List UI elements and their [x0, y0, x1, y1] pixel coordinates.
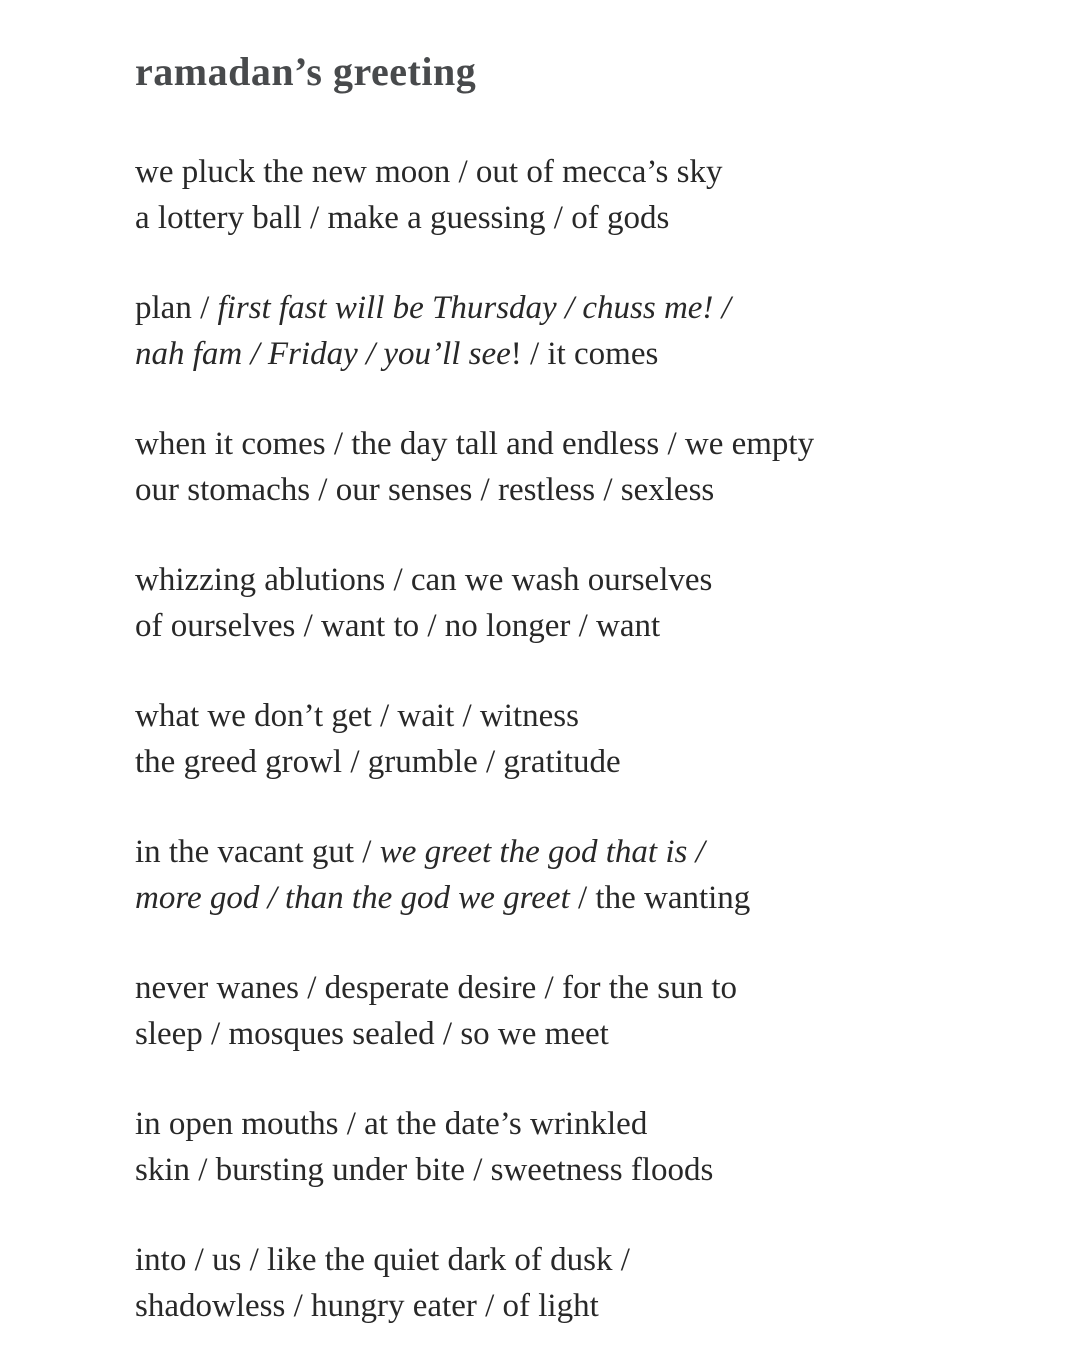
poem-line: [135, 286, 1020, 332]
text-run: shadowless / hungry eater / of light: [135, 1287, 599, 1324]
italic-run: nah fam / Friday / you’ll see: [135, 335, 511, 372]
poem-line: [135, 966, 1020, 1012]
text-run: into / us / like the quiet dark of dusk /: [135, 1242, 630, 1278]
poem-body: [135, 150, 1020, 1329]
text-run: our stomachs / our senses / restless / sexless: [135, 471, 715, 508]
stanza: [135, 966, 1020, 1057]
stanza: [135, 1238, 1020, 1329]
text-run: the greed growl / grumble / gratitude: [135, 743, 621, 780]
text-run: sleep / mosques sealed / so we meet: [135, 1015, 609, 1052]
text-run: skin / bursting under bite / sweetness floods: [135, 1151, 714, 1188]
poem-line: [135, 1284, 1020, 1330]
italic-run: more god / than the god we greet: [135, 879, 570, 916]
text-run: plan /: [135, 290, 218, 326]
text-run: in the vacant gut /: [135, 834, 380, 870]
text-run: we pluck the new moon / out of mecca’s sky: [135, 154, 723, 190]
poem-line: [135, 468, 1020, 514]
text-run: what we don’t get / wait / witness: [135, 698, 579, 734]
text-run: never wanes / desperate desire / for the sun to: [135, 970, 738, 1006]
stanza: [135, 150, 1020, 241]
text-run: / the wanting: [569, 879, 751, 916]
stanza: [135, 286, 1020, 377]
poem-title: ramadan’s greeting: [135, 49, 477, 94]
poem-line: [135, 604, 1020, 650]
poem-line: [135, 694, 1020, 740]
stanza: [135, 558, 1020, 649]
poem-line: [135, 196, 1020, 242]
italic-run: we greet the god that is /: [379, 834, 705, 870]
poem-line: [135, 332, 1020, 378]
poem-line: [135, 1012, 1020, 1058]
text-run: when it comes / the day tall and endless / we empty: [135, 426, 815, 462]
poem-line: [135, 876, 1020, 922]
italic-run: first fast will be Thursday / chuss me! /: [217, 290, 731, 326]
stanza: [135, 694, 1020, 785]
poem-line: [135, 1238, 1020, 1284]
poem-line: [135, 150, 1020, 196]
stanza: [135, 1102, 1020, 1193]
stanza: [135, 422, 1020, 513]
text-run: of ourselves / want to / no longer / want: [135, 607, 661, 644]
poem-line: [135, 740, 1020, 786]
poem-line: [135, 422, 1020, 468]
stanza: [135, 830, 1020, 921]
text-run: ! / it comes: [510, 335, 659, 372]
poem-line: [135, 1148, 1020, 1194]
poem-line: [135, 558, 1020, 604]
text-run: in open mouths / at the date’s wrinkled: [135, 1106, 648, 1142]
text-run: a lottery ball / make a guessing / of gods: [135, 199, 670, 236]
text-run: whizzing ablutions / can we wash ourselves: [135, 562, 713, 598]
poem-line: [135, 1102, 1020, 1148]
poem-line: [135, 830, 1020, 876]
